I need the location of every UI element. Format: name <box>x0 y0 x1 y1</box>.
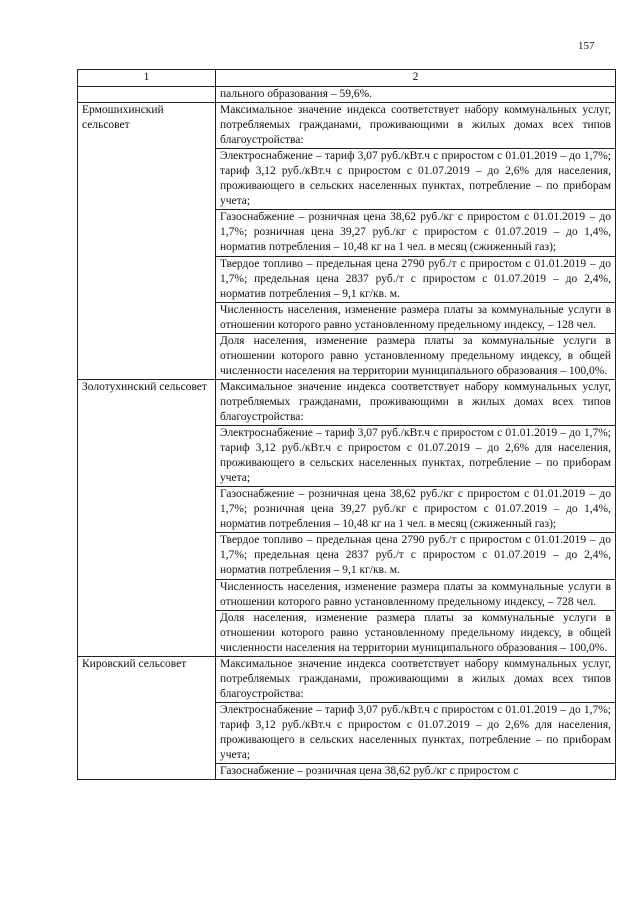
paragraph: Максимальное значение индекса соответствует набору коммунальных услуг, потребляемых гражданами, проживающими в жилых домах всех типов благоустройства: <box>220 104 611 147</box>
tariff-description <box>216 103 616 380</box>
municipality-name: Золотухинский сельсовет <box>78 379 216 656</box>
paragraph: Численность населения, изменение размера платы за коммунальные услуги в отношении которого равно установленному предельному индексу, – 728 чел. <box>216 579 615 610</box>
column-header-2: 2 <box>216 70 616 87</box>
paragraph: Максимальное значение индекса соответствует набору коммунальных услуг, потребляемых гражданами, проживающими в жилых домах всех типов благоустройства: <box>220 380 611 423</box>
table-cell-continuation <box>216 87 616 103</box>
paragraph: Газоснабжение – розничная цена 38,62 руб./кг с приростом с 01.01.2019 – до 1,7%; розничная цена 39,27 руб./кг с приростом с 01.07.2019 – до 1,4%, норматив потребления – 10,48 кг на 1 чел. в месяц (сжиженный газ); <box>216 486 615 532</box>
paragraph: Твердое топливо – предельная цена 2790 руб./т с приростом с 01.01.2019 – до 1,7%; предельная цена 2837 руб./т с приростом с 01.07.2019 – до 2,4%, норматив потребления – 9,1 кг/кв. м. <box>216 532 615 578</box>
table-row-continuation <box>78 87 616 103</box>
paragraph: пального образования – 59,6%. <box>220 88 373 100</box>
paragraph: Газоснабжение – розничная цена 38,62 руб./кг с приростом с <box>216 763 615 779</box>
page-number: 157 <box>578 40 595 52</box>
table-row <box>78 379 616 656</box>
table-row <box>78 103 616 380</box>
tariff-description <box>216 656 616 779</box>
municipality-name: Ермошихинский сельсовет <box>78 103 216 380</box>
column-header-1: 1 <box>78 70 216 87</box>
paragraph: Электроснабжение – тариф 3,07 руб./кВт.ч с приростом с 01.01.2019 – до 1,7%; тариф 3,12 руб./кВт.ч с приростом с 01.07.2019 – до 2,6% для населения, проживающего в сельских населенных пунктах, потребление – по приборам учета; <box>216 148 615 209</box>
paragraph: Электроснабжение – тариф 3,07 руб./кВт.ч с приростом с 01.01.2019 – до 1,7%; тариф 3,12 руб./кВт.ч с приростом с 01.07.2019 – до 2,6% для населения, проживающего в сельских населенных пунктах, потребление – по приборам учета; <box>216 425 615 486</box>
paragraph: Газоснабжение – розничная цена 38,62 руб./кг с приростом с 01.01.2019 – до 1,7%; розничная цена 39,27 руб./кг с приростом с 01.07.2019 – до 1,4%, норматив потребления – 10,48 кг на 1 чел. в месяц (сжиженный газ); <box>216 209 615 255</box>
table-cell-empty <box>78 87 216 103</box>
municipality-name: Кировский сельсовет <box>78 656 216 779</box>
tariff-table <box>77 69 616 780</box>
table-row <box>78 656 616 779</box>
paragraph: Электроснабжение – тариф 3,07 руб./кВт.ч с приростом с 01.01.2019 – до 1,7%; тариф 3,12 руб./кВт.ч с приростом с 01.07.2019 – до 2,6% для населения, проживающего в сельских населенных пунктах, потребление – по приборам учета; <box>216 702 615 763</box>
tariff-description <box>216 379 616 656</box>
paragraph: Максимальное значение индекса соответствует набору коммунальных услуг, потребляемых гражданами, проживающими в жилых домах всех типов благоустройства: <box>220 657 611 700</box>
table-body <box>78 87 616 780</box>
paragraph: Доля населения, изменение размера платы за коммунальные услуги в отношении которого равно установленному предельному индексу, в общей численности населения на территории муниципального образования – 100,0%. <box>216 610 615 656</box>
paragraph: Численность населения, изменение размера платы за коммунальные услуги в отношении которого равно установленному предельному индексу, – 128 чел. <box>216 302 615 333</box>
paragraph: Твердое топливо – предельная цена 2790 руб./т с приростом с 01.01.2019 – до 1,7%; предельная цена 2837 руб./т с приростом с 01.07.2019 – до 2,4%, норматив потребления – 9,1 кг/кв. м. <box>216 256 615 302</box>
table-header-row <box>78 70 616 87</box>
paragraph: Доля населения, изменение размера платы за коммунальные услуги в отношении которого равно установленному предельному индексу, в общей численности населения на территории муниципального образования – 100,0%. <box>216 333 615 379</box>
